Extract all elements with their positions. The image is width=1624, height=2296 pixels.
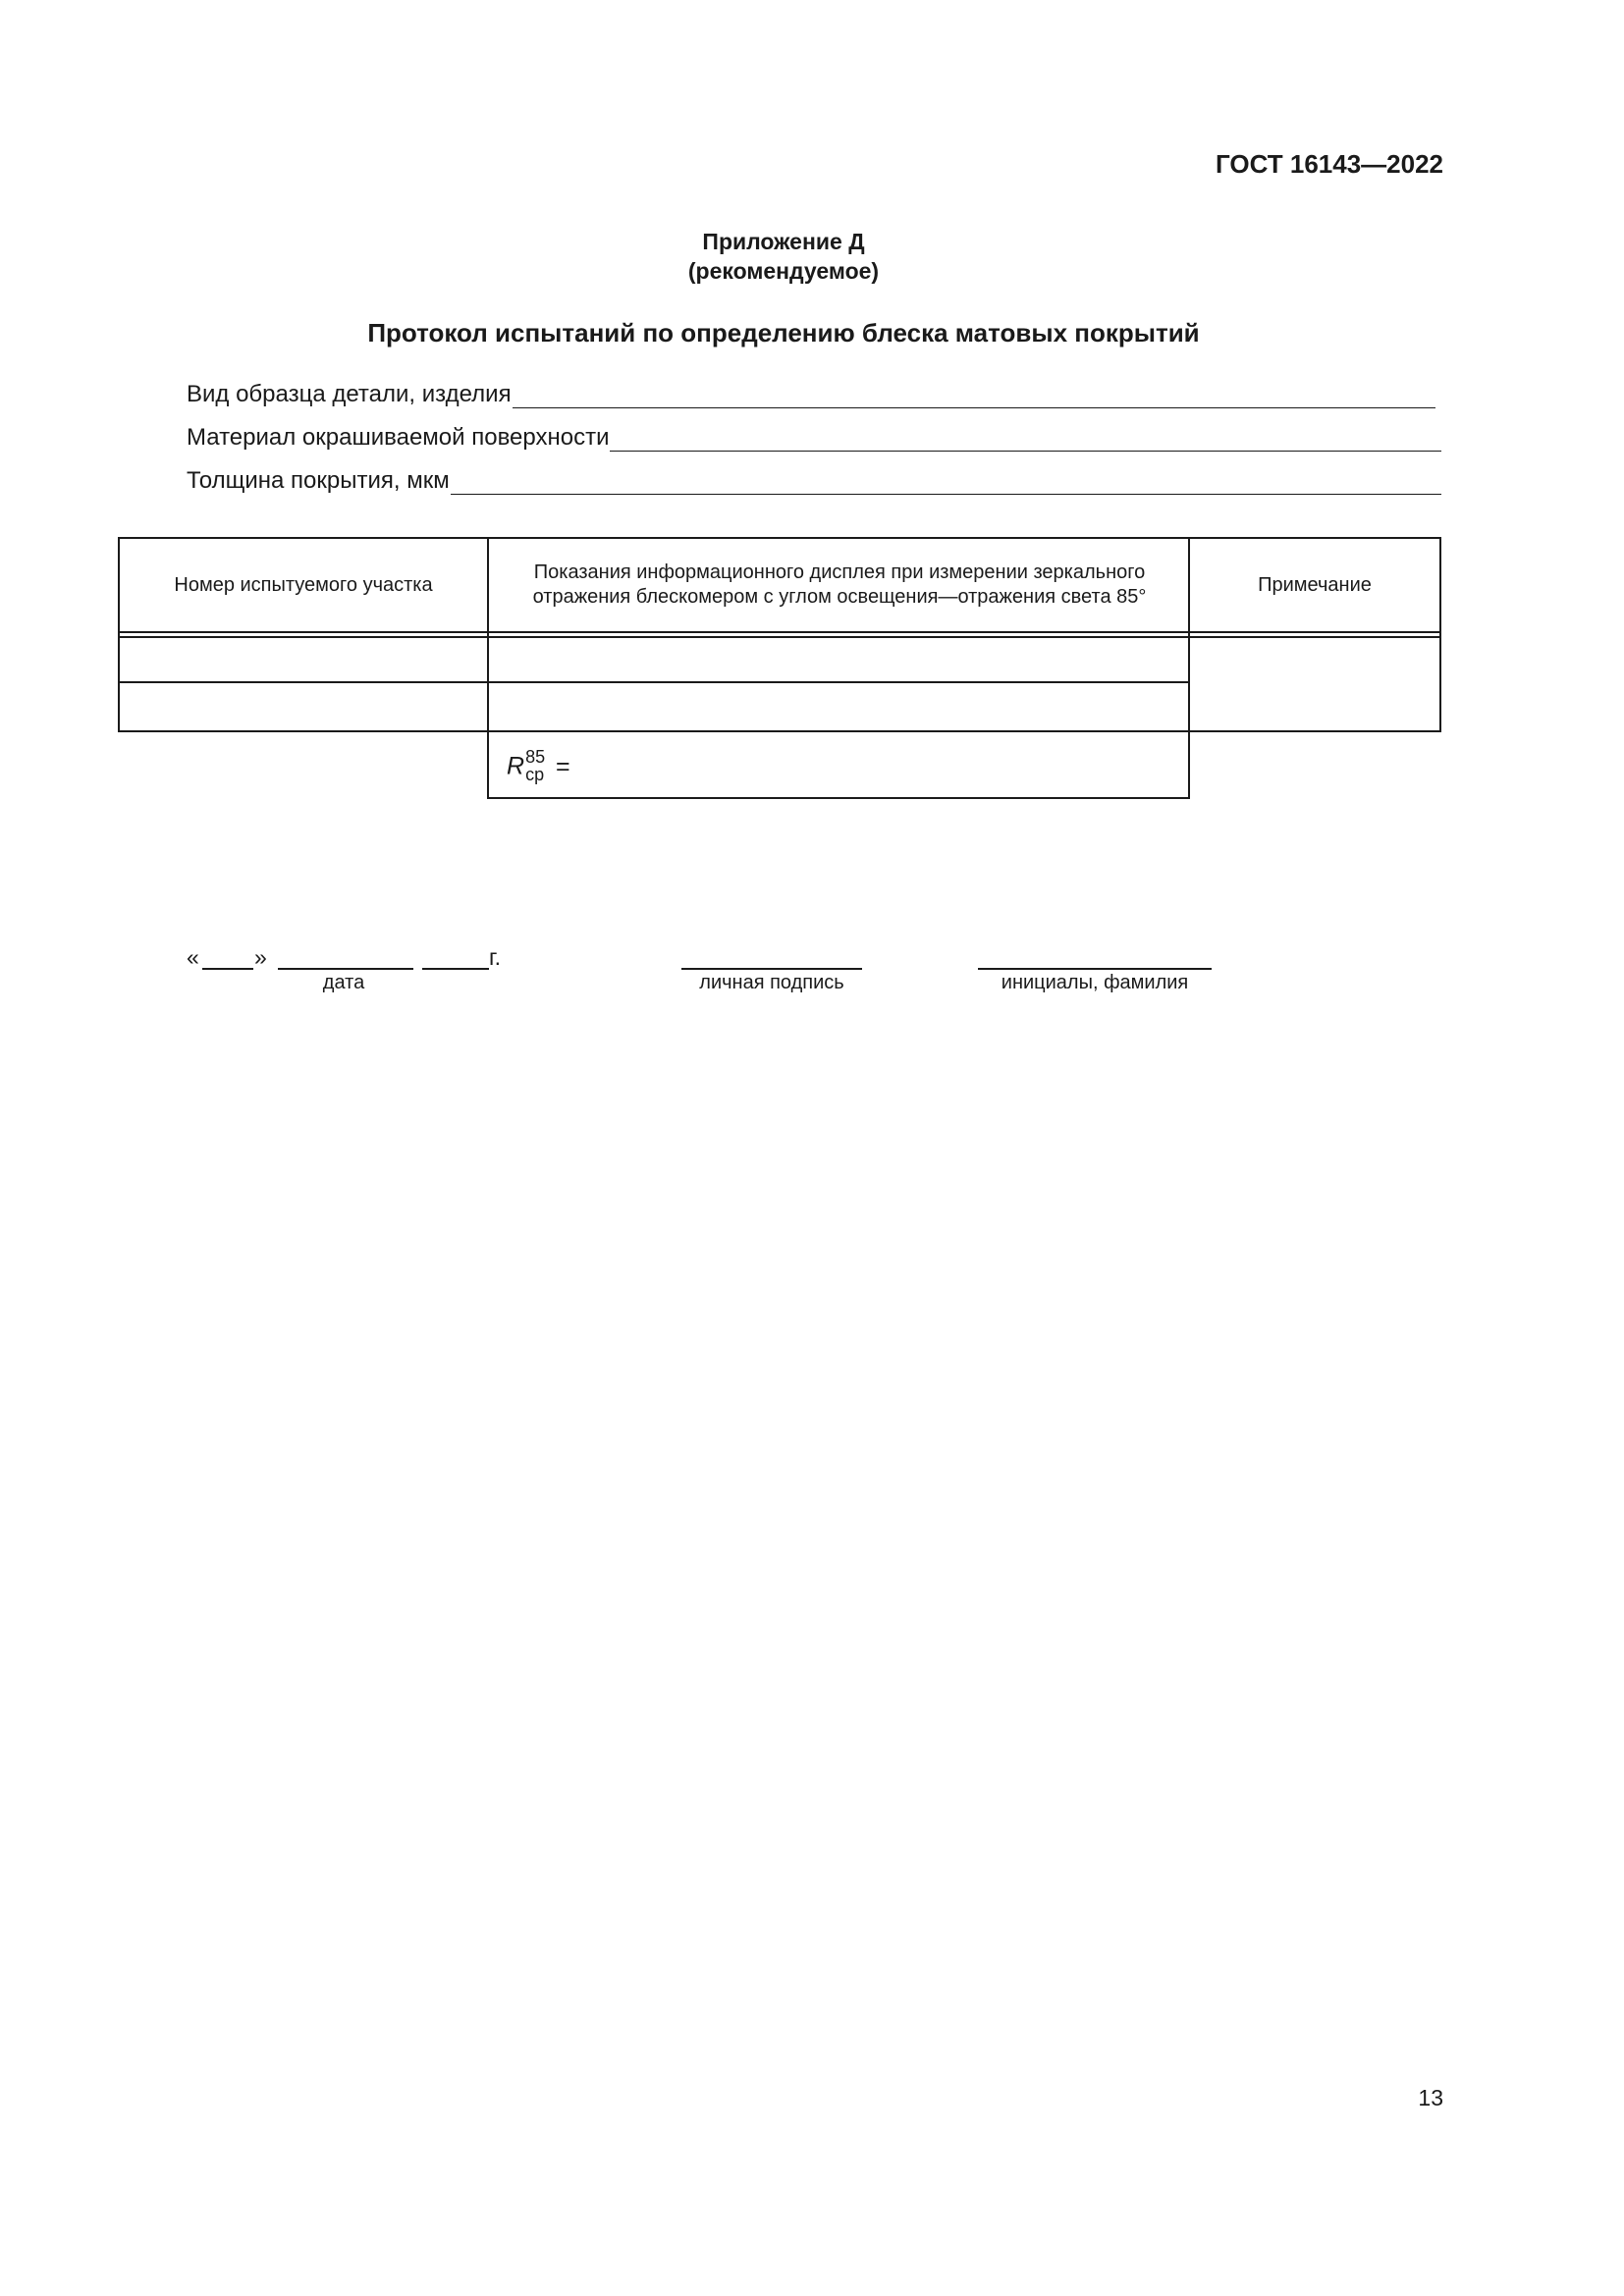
date-month-blank[interactable] bbox=[278, 968, 413, 970]
sample-type-field bbox=[187, 381, 1435, 408]
name-label: инициалы, фамилия bbox=[1001, 972, 1189, 993]
table-cell-reading-1[interactable] bbox=[489, 638, 1188, 681]
protocol-title: Протокол испытаний по определению блеска матовых покрытий bbox=[367, 318, 1200, 347]
document-code: ГОСТ 16143—2022 bbox=[1216, 149, 1443, 179]
header-readings: Показания информационного дисплея при измерении зеркального отражения блескомером с углом освещения—отражения света 85° bbox=[532, 561, 1147, 608]
table-cell-section-1[interactable] bbox=[120, 638, 487, 681]
average-symbol: R bbox=[507, 752, 525, 780]
sample-type-blank[interactable] bbox=[513, 386, 1435, 408]
material-label: Материал окрашиваемой поверхности bbox=[187, 424, 610, 451]
appendix-title: Приложение Д bbox=[702, 229, 865, 254]
table-cell-section-2[interactable] bbox=[120, 683, 487, 730]
average-formula bbox=[507, 747, 570, 785]
material-blank[interactable] bbox=[610, 429, 1441, 452]
date-day-blank[interactable] bbox=[202, 968, 253, 970]
material-field bbox=[187, 424, 1441, 452]
thickness-label: Толщина покрытия, мкм bbox=[187, 467, 450, 494]
table-header-divider bbox=[118, 631, 1441, 633]
appendix-status: (рекомендуемое) bbox=[687, 258, 880, 284]
table-average-bottom bbox=[487, 797, 1190, 799]
average-subscript: ср bbox=[525, 765, 545, 784]
date-quote-open: « bbox=[187, 944, 199, 970]
name-blank[interactable] bbox=[978, 968, 1212, 970]
average-superscript: 85 bbox=[525, 747, 546, 767]
date-quote-close: » bbox=[254, 944, 267, 970]
date-year-blank[interactable] bbox=[422, 968, 489, 970]
signature-blank[interactable] bbox=[681, 968, 862, 970]
table-border-right bbox=[1439, 537, 1441, 732]
average-equals: = bbox=[556, 752, 570, 780]
thickness-blank[interactable] bbox=[451, 472, 1441, 495]
page-number: 13 bbox=[1418, 2085, 1443, 2110]
table-cell-reading-2[interactable] bbox=[489, 683, 1188, 730]
header-note: Примечание bbox=[1258, 573, 1372, 596]
date-label: дата bbox=[322, 972, 365, 993]
sample-type-label: Вид образца детали, изделия bbox=[187, 381, 512, 407]
average-indices bbox=[525, 748, 545, 783]
date-year-suffix: г. bbox=[489, 944, 501, 970]
signature-label: личная подпись bbox=[699, 972, 844, 993]
table-row-divider bbox=[118, 730, 1441, 732]
table-cell-note[interactable] bbox=[1190, 638, 1439, 730]
thickness-field bbox=[187, 467, 1441, 495]
header-section-number: Номер испытуемого участка bbox=[174, 573, 433, 596]
